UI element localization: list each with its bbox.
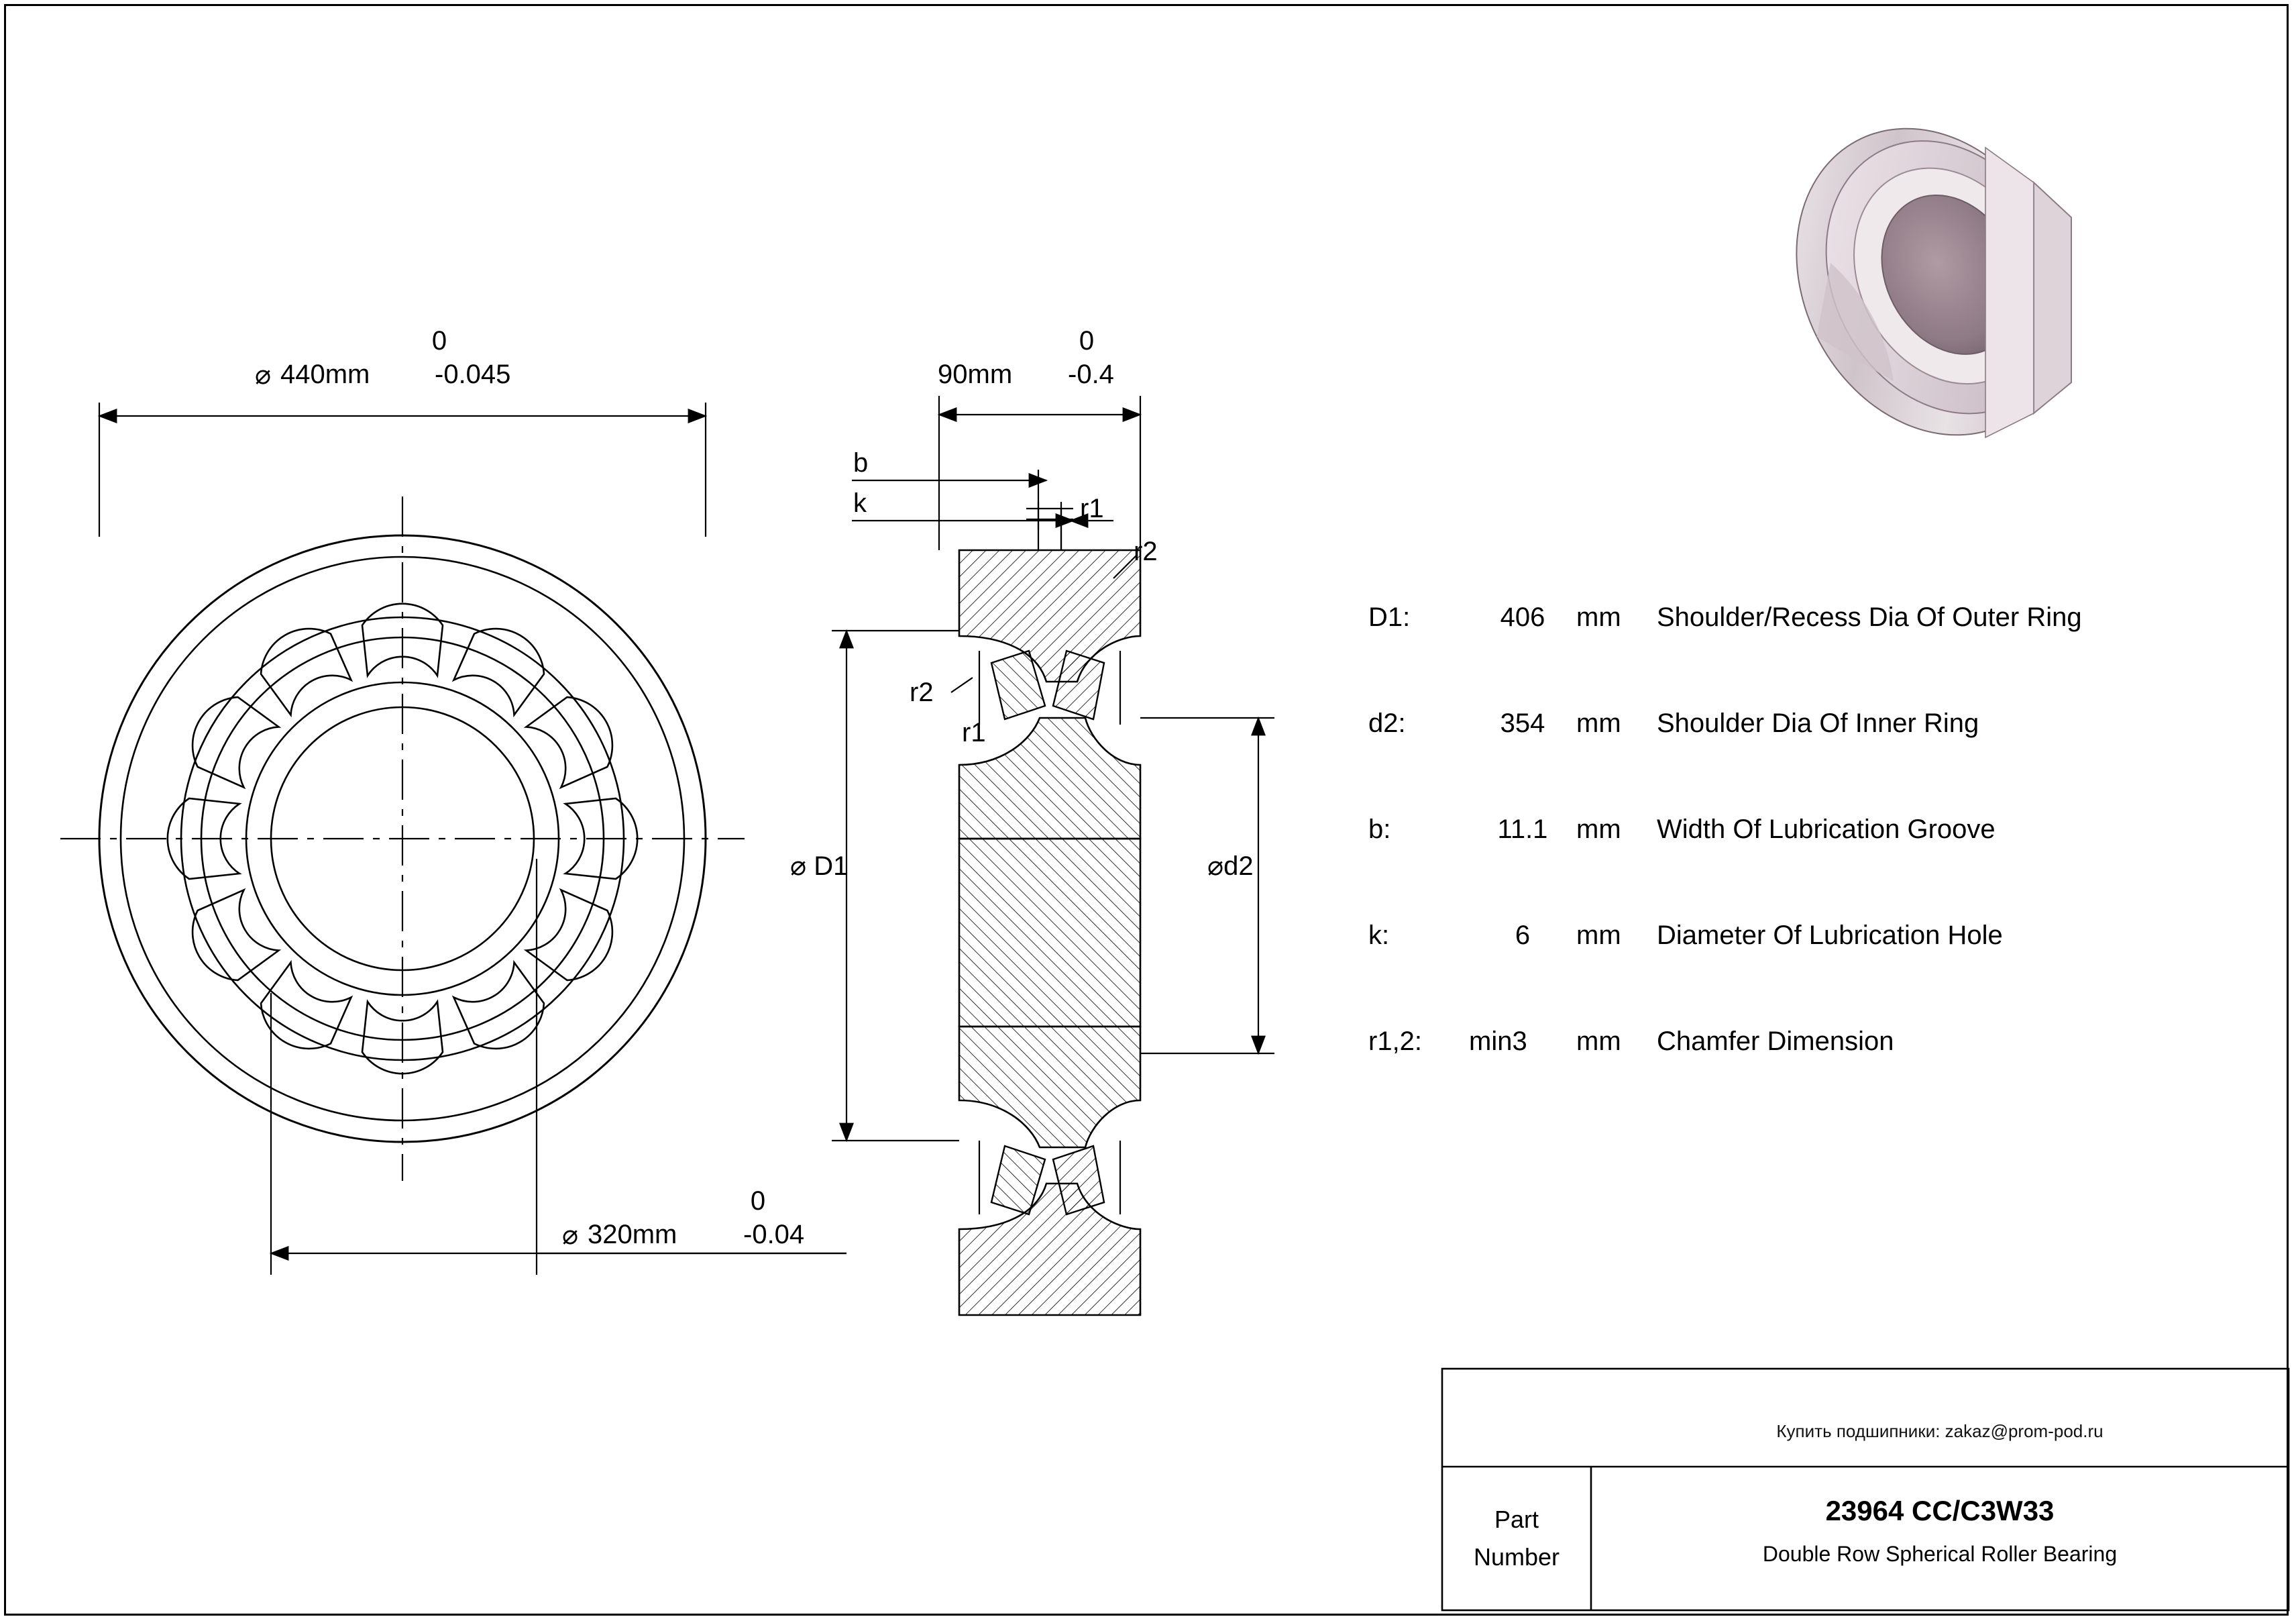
b-label: b <box>853 448 869 478</box>
width-tolerance-lower: -0.4 <box>1068 360 1114 389</box>
spec-value: 354 <box>1500 709 1545 738</box>
spec-symbol: k: <box>1368 921 1390 950</box>
spec-symbol: d2: <box>1368 709 1406 738</box>
width-value: 90mm <box>938 360 1013 389</box>
spec-row-k <box>1368 921 2003 951</box>
spec-unit: mm <box>1576 921 1621 950</box>
od-tolerance-lower: -0.045 <box>435 360 511 389</box>
od-value: 440mm <box>280 360 370 389</box>
title-block-part-number: 23964 CC/C3W33 <box>1825 1495 2055 1526</box>
spec-unit: mm <box>1576 709 1621 738</box>
spec-symbol: b: <box>1368 815 1391 844</box>
title-block-part-label-line2: Number <box>1473 1543 1560 1571</box>
spec-unit: mm <box>1576 603 1621 632</box>
title-block-contact: Купить подшипники: zakaz@prom-pod.ru <box>1776 1421 2103 1441</box>
width-tolerance-upper: 0 <box>1079 326 1095 356</box>
title-block-part-label-line1: Part <box>1494 1506 1539 1533</box>
spec-value: 406 <box>1500 603 1545 632</box>
spec-row-D1 <box>1368 603 2082 633</box>
od-tolerance-upper: 0 <box>431 326 447 356</box>
d1-dimension-label: ⌀ D1 <box>790 851 849 881</box>
r2-label-top: r2 <box>1134 537 1158 566</box>
spec-row-d2 <box>1368 709 1979 739</box>
spec-value: 11.1 <box>1497 815 1548 844</box>
spec-row-r12 <box>1368 1027 1894 1057</box>
bore-tolerance-upper: 0 <box>750 1186 766 1216</box>
spec-description: Diameter Of Lubrication Hole <box>1657 921 2003 950</box>
title-block-part-description: Double Row Spherical Roller Bearing <box>1762 1542 2118 1566</box>
r2-label-left: r2 <box>910 678 934 707</box>
bore-symbol: ⌀ <box>562 1220 579 1250</box>
r1-label-left: r1 <box>962 718 986 747</box>
od-symbol: ⌀ <box>255 360 272 390</box>
spec-description: Chamfer Dimension <box>1657 1027 1894 1056</box>
isometric-bearing-view <box>1745 81 2120 483</box>
spec-value: 6 <box>1515 921 1531 950</box>
bore-value: 320mm <box>588 1220 677 1249</box>
spec-description: Shoulder/Recess Dia Of Outer Ring <box>1657 603 2082 632</box>
spec-symbol: r1,2: <box>1368 1027 1423 1056</box>
spec-unit: mm <box>1576 815 1621 844</box>
bore-tolerance-lower: -0.04 <box>743 1220 805 1249</box>
spec-description: Shoulder Dia Of Inner Ring <box>1657 709 1979 738</box>
spec-value: min3 <box>1469 1027 1527 1056</box>
k-label: k <box>853 488 867 518</box>
spec-symbol: D1: <box>1368 603 1411 632</box>
spec-unit: mm <box>1576 1027 1621 1056</box>
d2-dimension-label: ⌀d2 <box>1207 851 1254 881</box>
r1-label-top: r1 <box>1080 494 1104 523</box>
spec-row-b <box>1368 815 1996 845</box>
spec-description: Width Of Lubrication Groove <box>1657 815 1996 844</box>
